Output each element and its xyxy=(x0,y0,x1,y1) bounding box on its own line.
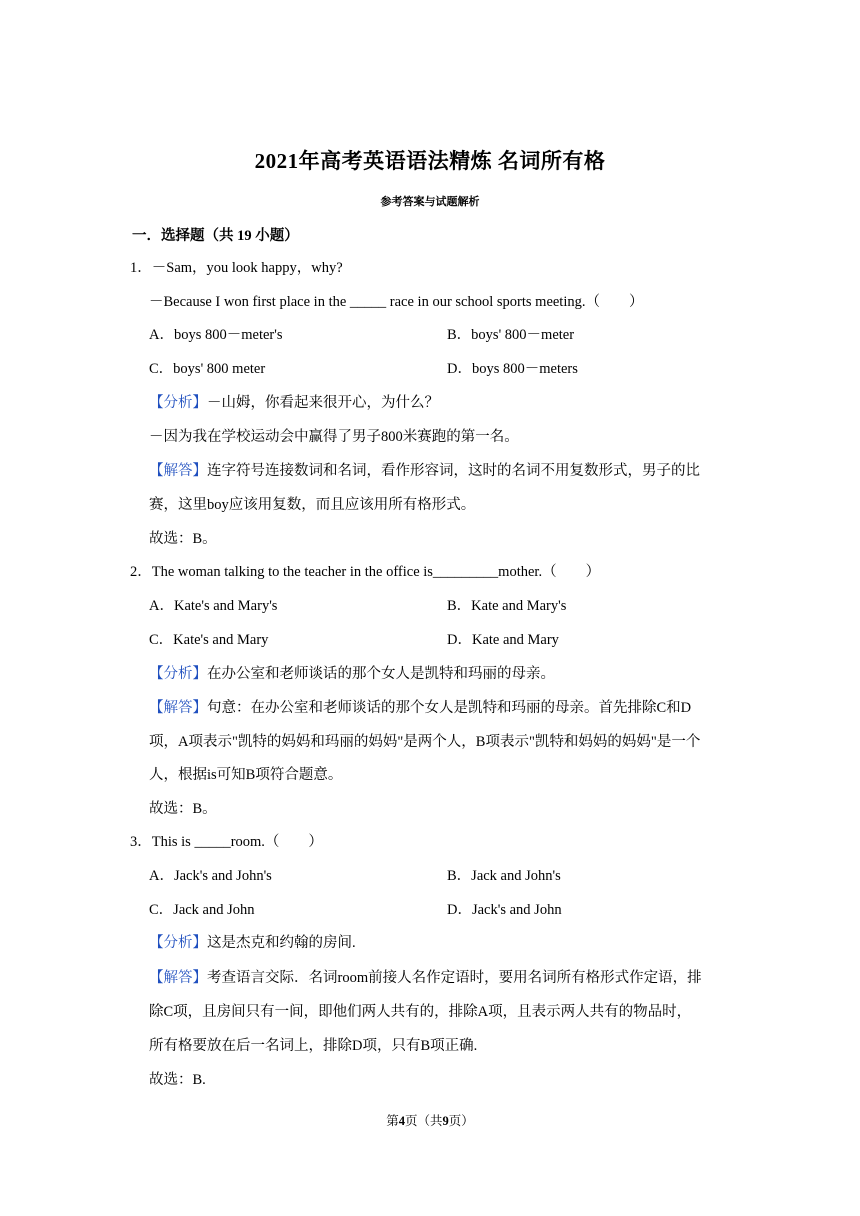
question-1-choice: 故选：B。 xyxy=(149,531,217,547)
question-3-stem: 3．This is _____room.（ ） xyxy=(130,834,323,850)
page-number: 4 xyxy=(398,1114,405,1128)
footer-prefix: 第 xyxy=(386,1114,399,1128)
question-3-option-c: C．Jack and John xyxy=(149,902,255,918)
question-1-analysis-line2: －因为我在学校运动会中赢得了男子800米赛跑的第一名。 xyxy=(149,429,519,445)
analysis-tag: 【分析】 xyxy=(149,666,207,682)
question-1-option-b: B．boys' 800－meter xyxy=(447,327,575,343)
question-1-analysis xyxy=(149,393,439,413)
question-1-option-a: A．boys 800－meter's xyxy=(149,327,283,343)
question-2-choice: 故选：B。 xyxy=(149,801,217,817)
footer-suffix: 页） xyxy=(448,1114,474,1128)
question-3-option-b: B．Jack and John's xyxy=(447,868,561,884)
question-1-answer xyxy=(149,461,700,481)
question-2-analysis xyxy=(149,664,555,684)
answer-text: 句意：在办公室和老师谈话的那个女人是凯特和玛丽的母亲。首先排除C和D xyxy=(207,700,692,716)
question-1-stem-line2: －Because I won first place in the _____ race in our school sports meeting.（ ） xyxy=(149,294,644,310)
answer-text: 连字符号连接数词和名词，看作形容词，这时的名词不用复数形式，男子的比 xyxy=(207,463,700,479)
question-2-stem: 2．The woman talking to the teacher in the office is_________mother.（ ） xyxy=(130,564,601,580)
question-2-option-d: D．Kate and Mary xyxy=(447,632,559,648)
answer-text: 考查语言交际．名词room前接人名作定语时，要用名词所有格形式作定语，排 xyxy=(207,970,702,986)
question-2-answer xyxy=(149,698,691,718)
question-2-answer-line2: 项，A项表示"凯特的妈妈和玛丽的妈妈"是两个人，B项表示"凯特和妈妈的妈妈"是一个 xyxy=(149,734,701,750)
answer-tag: 【解答】 xyxy=(149,970,207,986)
answer-tag: 【解答】 xyxy=(149,700,207,716)
question-1-option-c: C．boys' 800 meter xyxy=(149,361,266,377)
analysis-text: 在办公室和老师谈话的那个女人是凯特和玛丽的母亲。 xyxy=(207,666,555,682)
question-3-answer-line2: 除C项，且房间只有一间，即他们两人共有的，排除A项，且表示两人共有的物品时， xyxy=(149,1004,692,1020)
analysis-text: －山姆，你看起来很开心，为什么？ xyxy=(207,395,439,411)
page-footer xyxy=(0,1111,860,1129)
question-3-answer-line3: 所有格要放在后一名词上，排除D项，只有B项正确. xyxy=(149,1038,478,1054)
document-subtitle: 参考答案与试题解析 xyxy=(380,196,480,208)
section-heading: 一．选择题（共 19 小题） xyxy=(132,228,299,244)
analysis-tag: 【分析】 xyxy=(149,935,207,951)
question-3-option-a: A．Jack's and John's xyxy=(149,868,272,884)
question-3-analysis xyxy=(149,933,356,953)
total-pages: 9 xyxy=(442,1114,449,1128)
question-1-answer-line2: 赛，这里boy应该用复数，而且应该用所有格形式。 xyxy=(149,497,476,513)
question-1-stem: 1．－Sam，you look happy，why? xyxy=(130,260,343,276)
footer-middle: 页（共 xyxy=(404,1114,443,1128)
question-1-option-d: D．boys 800－meters xyxy=(447,361,578,377)
question-3-answer xyxy=(149,968,702,988)
question-2-answer-line3: 人，根据is可知B项符合题意。 xyxy=(149,767,343,783)
question-2-option-a: A．Kate's and Mary's xyxy=(149,598,278,614)
question-3-option-d: D．Jack's and John xyxy=(447,902,562,918)
analysis-text: 这是杰克和约翰的房间. xyxy=(207,935,356,951)
question-3-choice: 故选：B. xyxy=(149,1072,206,1088)
question-2-option-c: C．Kate's and Mary xyxy=(149,632,269,648)
answer-tag: 【解答】 xyxy=(149,463,207,479)
document-title: 2021年高考英语语法精炼 名词所有格 xyxy=(254,149,606,173)
analysis-tag: 【分析】 xyxy=(149,395,207,411)
question-2-option-b: B．Kate and Mary's xyxy=(447,598,567,614)
